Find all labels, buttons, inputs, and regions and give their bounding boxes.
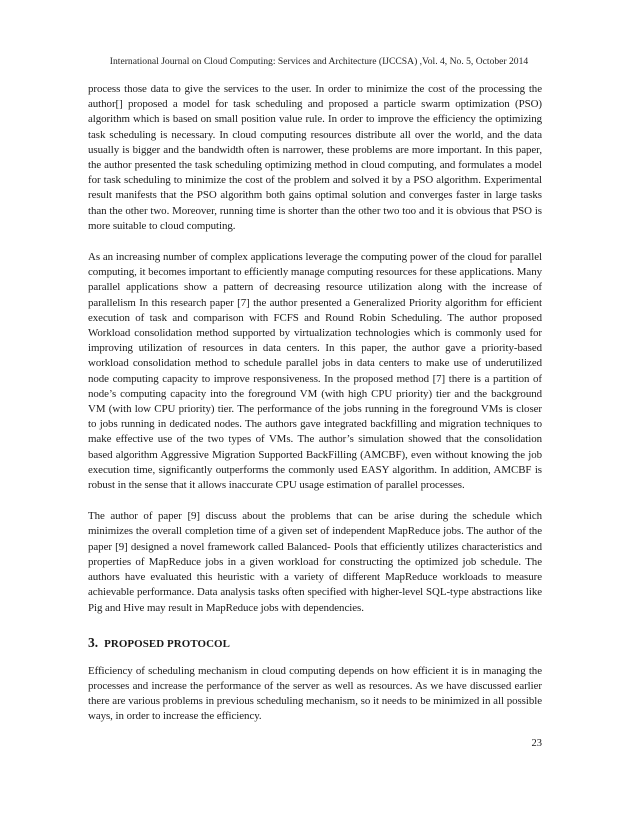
paragraph-mapreduce-scheduling: The author of paper [9] discuss about the problems that can be arise during the schedule which minimizes the overall completion time of a given set of independent MapReduce jobs. The author of the paper [9] designed a novel framework called Balanced- Pools that efficiently utilizes characteristics and properties of MapReduce jobs in a given workload for constructing the optimized job schedule. The authors have evaluated this heuristic with a variety of different MapReduce workloads to measure achievable performance. Data analysis tasks often specified with higher-level SQL-type abstractions like Pig and Hive may result in MapReduce jobs with dependencies.	[88, 510, 542, 614]
section-heading	[88, 632, 542, 652]
section-number: 3.	[88, 634, 99, 650]
paragraph-proposed-protocol: Efficiency of scheduling mechanism in cloud computing depends on how efficient it is in managing the processes and increase the performance of the server as well as resources. As we have discussed earlier there are various problems in previous scheduling mechanism, so it needs to be minimized in all possible ways, in order to increase the efficiency.	[88, 664, 542, 723]
body-text	[88, 82, 542, 741]
page-number: 23	[531, 738, 542, 749]
running-header: International Journal on Cloud Computing: Services and Architecture (IJCCSA) ,Vol. 4, No. 5, October 2014	[109, 56, 529, 67]
section-title: PROPOSED PROTOCOL	[104, 637, 230, 650]
paragraph-pso-task-scheduling: process those data to give the services to the user. In order to minimize the cost of the processing the author[] proposed a model for task scheduling and proposed a particle swarm optimization (PSO) algorithm which is based on small position value rule. In order to improve the efficiency the optimizing task scheduling is necessary. In cloud computing resources distribute all over the world, and the data usually is bigger and the bandwidth often is narrower, these problems are more important. In this paper, the author presented the task scheduling optimizing method in cloud computing, and formulates a model for task scheduling to minimize the cost of the problem and solved it by a PSO algorithm. Experimental result manifests that the PSO algorithm both gains optimal solution and converges faster in large tasks than the other two. Moreover, running time is shorter than the other two too and it is obvious that PSO is more suitable to cloud computing.	[88, 83, 542, 232]
paragraph-workload-consolidation: As an increasing number of complex applications leverage the computing power of the cloud for parallel computing, it becomes important to efficiently manage computing resources for these applications. Many parallel applications show a pattern of decreasing resource utilization along with the increase of parallelism In this research paper [7] the author presented a Generalized Priority algorithm for efficient execution of task and comparison with FCFS and Round Robin Scheduling. The author proposed Workload consolidation method supported by virtualization technologies which is commonly used for improving utilization of resources in data centers. In this paper, the author gave a priority-based workload consolidation method to schedule parallel jobs in data centers to make use of underutilized node computing capacity to improve responsiveness. In the proposed method [7] there is a partition of node’s computing capacity into the foreground VM (with high CPU priority) tier and the background VM (with low CPU priority) tier. The performance of the jobs running in the foreground VMs is closer to jobs running in dedicated nodes. The authors gave integrated backfilling and migration techniques to make effective use of the two types of VMs. The author’s simulation showed that the consolidation based algorithm Aggressive Migration Supported BackFilling (AMCBF), even without knowing the job execution time, significantly outperforms the commonly used EASY algorithm. In addition, AMCBF is robust in the sense that it allows inaccurate CPU usage estimation of parallel processes.	[88, 251, 542, 492]
